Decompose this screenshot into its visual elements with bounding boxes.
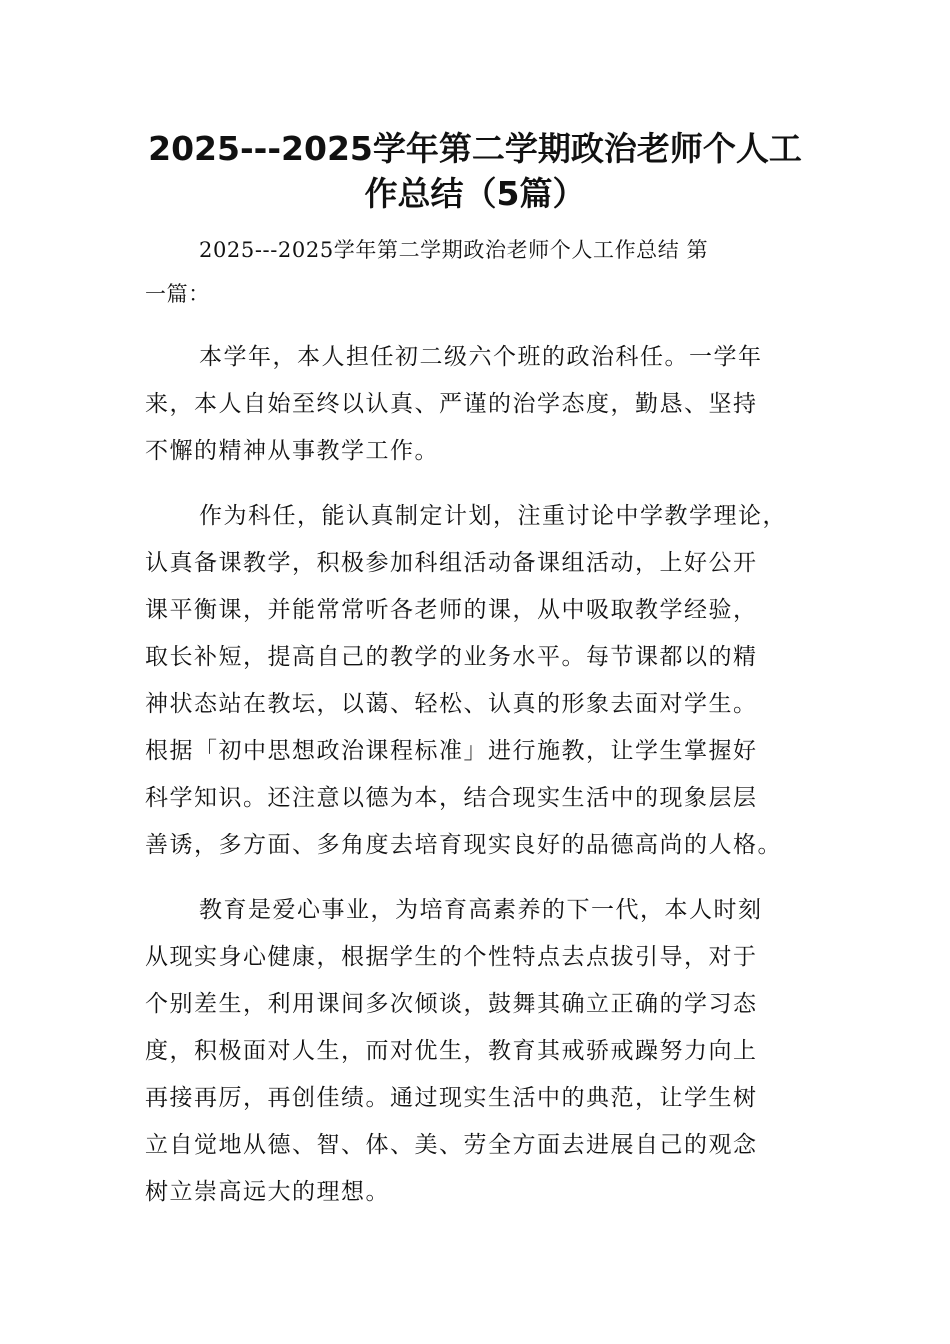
paragraph-line: 立自觉地从德、智、体、美、劳全方面去进展自己的观念 (145, 1132, 758, 1158)
section-heading-line-2: 一篇： (145, 282, 210, 306)
paragraph-2 (145, 493, 825, 869)
paragraph-line: 个别差生，利用课间多次倾谈，鼓舞其确立正确的学习态 (145, 991, 758, 1017)
paragraph-line: 善诱，多方面、多角度去培育现实良好的品德高尚的人格。 (145, 832, 782, 858)
paragraph-line: 科学知识。还注意以德为本，结合现实生活中的现象层层 (145, 785, 758, 811)
document-body (145, 228, 825, 1216)
paragraph-1 (145, 334, 825, 475)
paragraph-line: 作为科任，能认真制定计划，注重讨论中学教学理论， (199, 503, 787, 529)
paragraph-line: 从现实身心健康，根据学生的个性特点去点拔引导，对于 (145, 944, 758, 970)
document-title (120, 126, 830, 216)
title-line-2: 作总结（5篇） (364, 174, 586, 213)
section-heading (145, 228, 825, 316)
paragraph-line: 根据「初中思想政治课程标准」进行施教，让学生掌握好 (145, 738, 758, 764)
paragraph-line: 课平衡课，并能常常听各老师的课，从中吸取教学经验， (145, 597, 758, 623)
section-heading-line-1: 2025---2025学年第二学期政治老师个人工作总结 第 (199, 238, 709, 262)
paragraph-line: 取长补短，提高自己的教学的业务水平。每节课都以的精 (145, 644, 758, 670)
paragraph-line: 再接再厉，再创佳绩。通过现实生活中的典范，让学生树 (145, 1085, 758, 1111)
paragraph-line: 教育是爱心事业，为培育高素养的下一代，本人时刻 (199, 897, 763, 923)
paragraph-line: 神状态站在教坛，以蔼、轻松、认真的形象去面对学生。 (145, 691, 758, 717)
paragraph-line: 来，本人自始至终以认真、严谨的治学态度，勤恳、坚持 (145, 391, 758, 417)
title-line-1: 2025---2025学年第二学期政治老师个人工 (148, 129, 802, 168)
paragraph-line: 树立崇高远大的理想。 (145, 1179, 390, 1205)
paragraph-3 (145, 887, 825, 1216)
paragraph-line: 不懈的精神从事教学工作。 (145, 438, 439, 464)
paragraph-line: 认真备课教学，积极参加科组活动备课组活动，上好公开 (145, 550, 758, 576)
paragraph-line: 本学年，本人担任初二级六个班的政治科任。一学年 (199, 344, 763, 370)
paragraph-line: 度，积极面对人生，而对优生，教育其戒骄戒躁努力向上 (145, 1038, 758, 1064)
